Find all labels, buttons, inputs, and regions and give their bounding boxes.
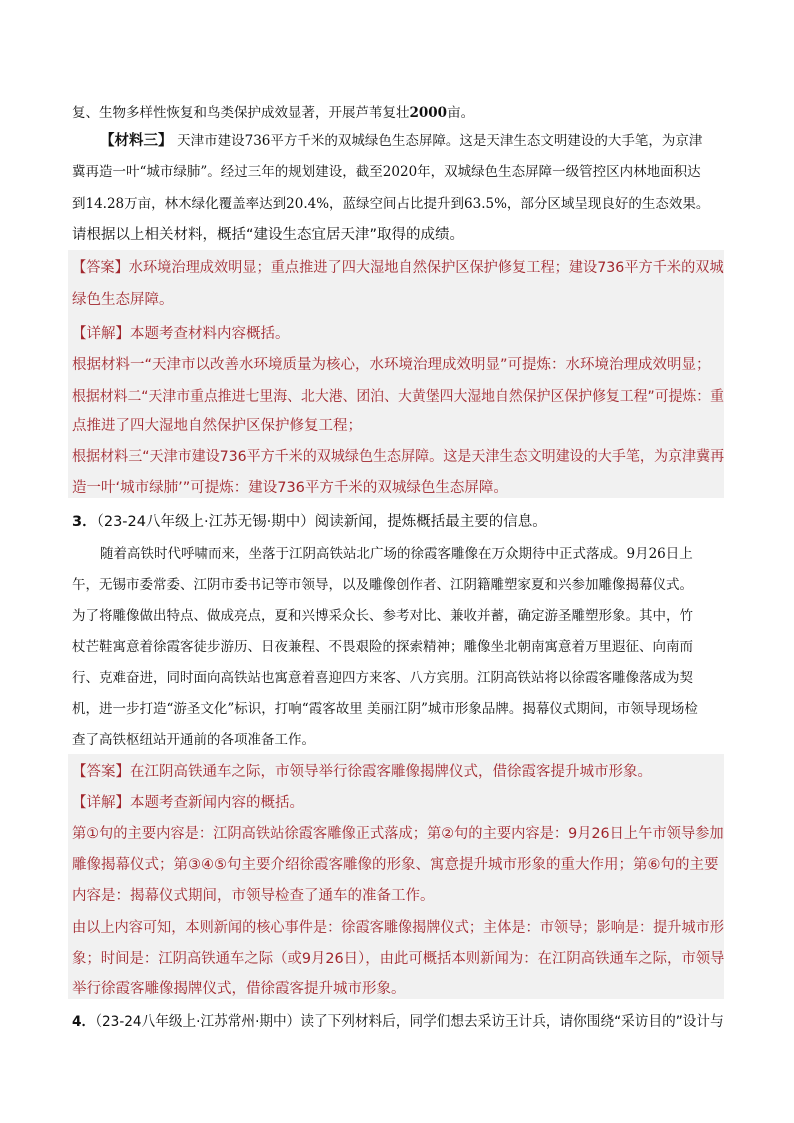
answer-tag: 【答案】 bbox=[72, 260, 129, 276]
detail1-line5: 造一叶‘城市绿肺’”可提炼：建设736平方千米的双城绿色生态屏障。 bbox=[72, 480, 508, 496]
detail3-line6: 举行徐霞客雕像揭牌仪式，借徐霞客提升城市形象。 bbox=[72, 981, 406, 997]
material3-line2: 冀再造一叶“城市绿肺”。经过三年的规划建设，截至2020年，双城绿色生态屏障一级管控区内林地面积达 bbox=[72, 164, 701, 180]
material3-label: 【材料三】 bbox=[100, 133, 173, 149]
question4-heading: 4．（23-24八年级上·江苏常州·期中）读了下列材料后，同学们想去采访王计兵，请你围绕“采访目的”设计与 bbox=[72, 1014, 724, 1030]
detail3-line1: 第①句的主要内容是：江阴高铁站徐霞客雕像正式落成；第②句的主要内容是：9月26日上午市领导参加 bbox=[72, 826, 724, 842]
question-number: 4． bbox=[72, 1014, 96, 1030]
detail-tag: 【详解】 bbox=[72, 795, 130, 811]
material3-line1: 【材料三】 天津市建设736平方千米的双城绿色生态屏障。这是天津生态文明建设的大手笔，为京津 bbox=[100, 133, 703, 149]
detail3-line4: 由以上内容可知，本则新闻的核心事件是：徐霞客雕像揭牌仪式；主体是：市领导；影响是：提升城市形 bbox=[72, 920, 724, 936]
detail1-intro: 【详解】本题考查材料内容概括。 bbox=[72, 326, 290, 342]
question-number: 3． bbox=[72, 514, 97, 530]
detail-tag: 【详解】 bbox=[72, 326, 130, 342]
detail3-intro: 【详解】本题考查新闻内容的概括。 bbox=[72, 795, 304, 811]
news-line4: 杖芒鞋寓意着徐霞客徒步游历、日夜兼程、不畏艰险的探索精神；雕像坐北朝南寓意着万里遐征、向南而 bbox=[72, 639, 693, 655]
detail1-line1: 根据材料一“天津市以改善水环境质量为核心，水环境治理成效明显”可提炼：水环境治理成效明显； bbox=[72, 357, 711, 373]
question-source: （23-24八年级上·江苏无锡·期中） bbox=[96, 514, 315, 530]
detail1-line4: 根据材料三“天津市建设736平方千米的双城绿色生态屏障。这是天津生态文明建设的大手笔，为京津冀再 bbox=[72, 449, 725, 465]
detail1-line3: 点推进了四大湿地自然保护区保护修复工程； bbox=[72, 418, 362, 434]
answer1-line1: 【答案】水环境治理成效明显；重点推进了四大湿地自然保护区保护修复工程；建设736平方千米的双城 bbox=[72, 260, 724, 276]
news-line3: 为了将雕像做出特点、做成亮点，夏和兴博采众长、参考对比、兼收并蓄，确定游圣雕塑形象。其中，竹 bbox=[72, 608, 693, 624]
detail3-line3: 内容是：揭幕仪式期间，市领导检查了通车的准备工作。 bbox=[72, 888, 435, 904]
news-line1: 随着高铁时代呼啸而来，坐落于江阴高铁站北广场的徐霞客雕像在万众期待中正式落成。9月26日上 bbox=[100, 546, 693, 562]
question-prompt: 请根据以上相关材料，概括“建设生态宜居天津”取得的成绩。 bbox=[72, 227, 465, 243]
answer1-line2: 绿色生态屏障。 bbox=[72, 292, 174, 308]
detail3-line5: 象；时间是：江阴高铁通车之际（或9月26日），由此可概括本则新闻为：在江阴高铁通车之际，市领导 bbox=[72, 951, 725, 967]
news-line5: 行、克难奋进，同时面向高铁站也寓意着喜迎四方来客、八方宾朋。江阴高铁站将以徐霞客雕像落成为契 bbox=[72, 670, 693, 686]
answer-tag: 【答案】 bbox=[72, 764, 130, 780]
answer3-line: 【答案】在江阴高铁通车之际，市领导举行徐霞客雕像揭牌仪式，借徐霞客提升城市形象。 bbox=[72, 764, 652, 780]
material3-line3: 到14.28万亩，林木绿化覆盖率达到20.4%，蓝绿空间占比提升到63.5%，部分区域呈现良好的生态效果。 bbox=[72, 196, 710, 212]
question3-heading: 3．（23-24八年级上·江苏无锡·期中）阅读新闻，提炼概括最主要的信息。 bbox=[72, 514, 547, 530]
news-line6: 机，进一步打造“游圣文化”标识，打响“霞客故里 美丽江阴”城市形象品牌。揭幕仪式期间，市领导现场检 bbox=[72, 701, 698, 717]
detail1-line2: 根据材料二“天津市重点推进七里海、北大港、团泊、大黄堡四大湿地自然保护区保护修复工程”可提炼：重 bbox=[72, 389, 725, 405]
question-source: （23-24八年级上·江苏常州·期中） bbox=[95, 1014, 301, 1030]
detail3-line2: 雕像揭幕仪式；第③④⑤句主要介绍徐霞客雕像的形象、寓意提升城市形象的重大作用；第⑥句的主要 bbox=[72, 857, 719, 873]
news-line2: 午，无锡市委常委、江阴市委书记等市领导，以及雕像创作者、江阴籍雕塑家夏和兴参加雕像揭幕仪式。 bbox=[72, 577, 693, 593]
news-line7: 查了高铁枢纽站开通前的各项准备工作。 bbox=[72, 732, 315, 748]
carryover-line: 复、生物多样性恢复和鸟类保护成效显著，开展芦苇复壮2000亩。 bbox=[72, 105, 475, 121]
